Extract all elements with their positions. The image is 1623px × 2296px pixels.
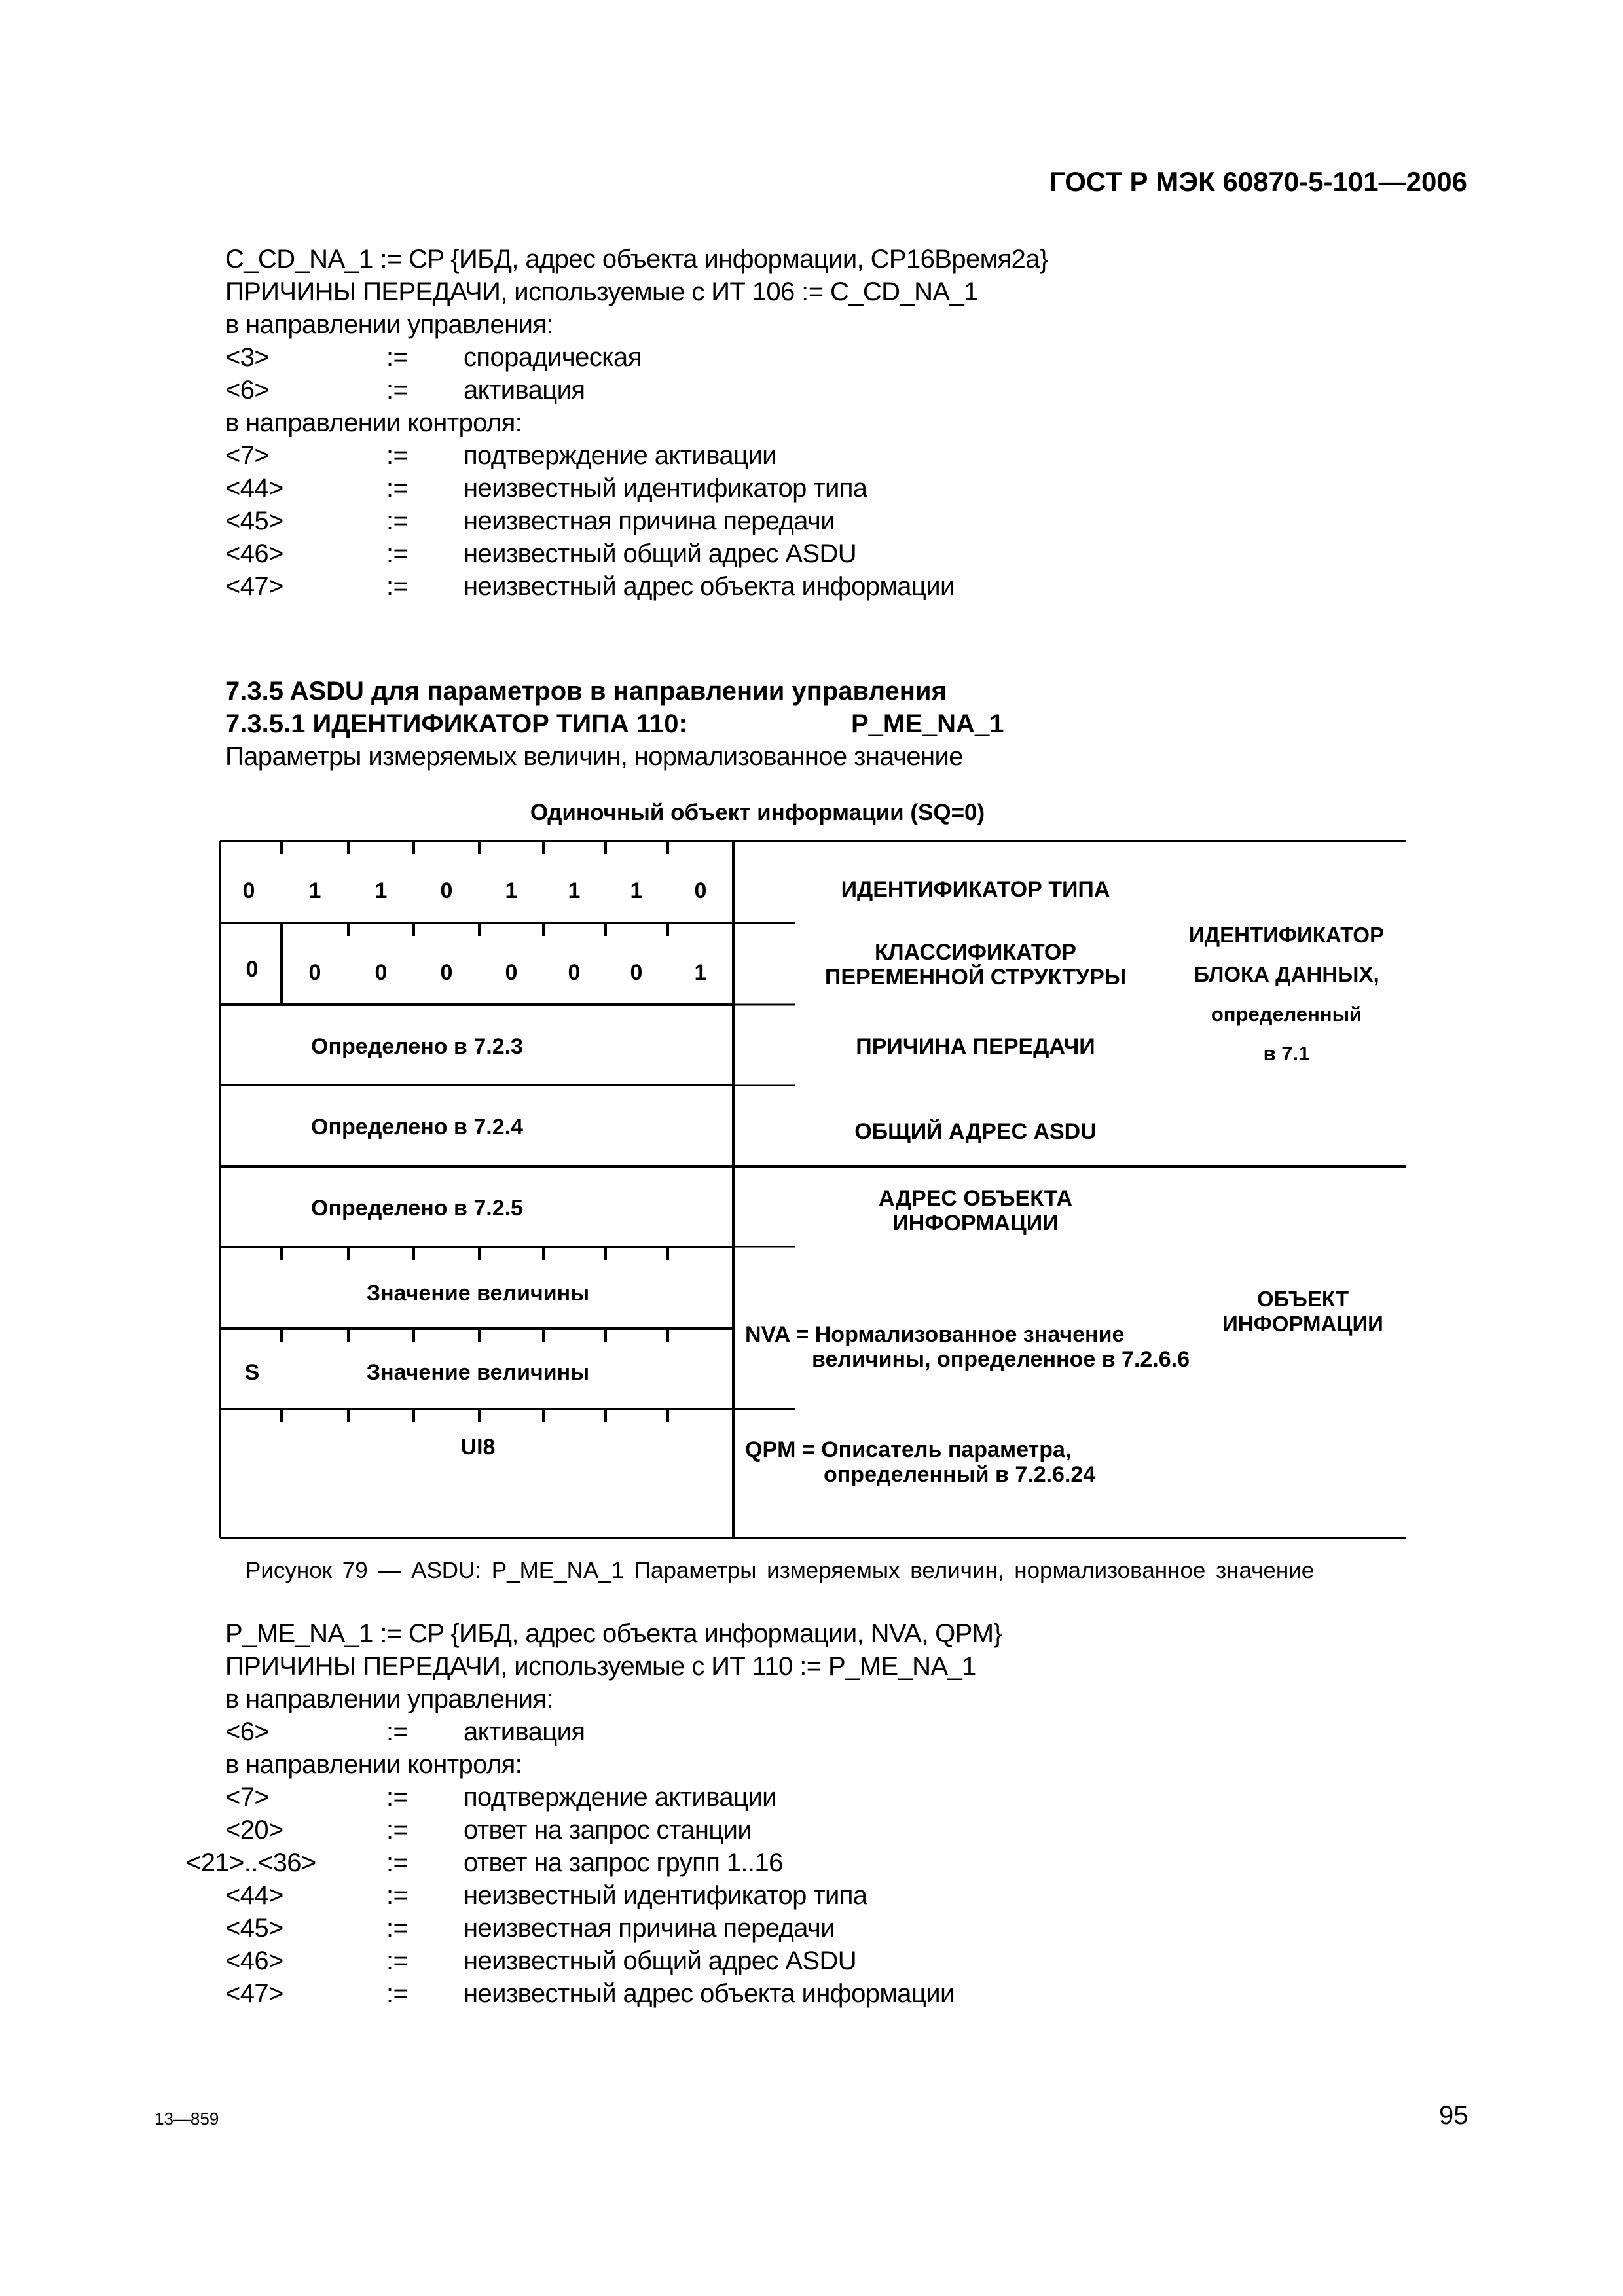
cot-operator: := (386, 572, 409, 601)
cot-code: <46> (225, 539, 283, 568)
cot-text: активация (464, 1717, 585, 1746)
cause-of-transmission-line: ПРИЧИНЫ ПЕРЕДАЧИ, используемые с ИТ 110 := P_ME_NA_1 (225, 1652, 976, 1681)
value-field-text: Значение величины (366, 1360, 590, 1385)
qpm-label: QPM = Описатель параметра, (745, 1437, 1072, 1462)
page-number: 95 (1439, 2101, 1468, 2130)
data-unit-identifier-label: ИДЕНТИФИКАТОР (1188, 923, 1385, 947)
cot-operator: := (386, 1816, 409, 1844)
cot-code: <6> (225, 1717, 270, 1746)
cot-code: <20> (225, 1816, 283, 1844)
cot-text: ответ на запрос станции (464, 1816, 752, 1844)
cot-text: неизвестный общий адрес ASDU (464, 539, 857, 568)
cot-text: неизвестный общий адрес ASDU (464, 1946, 857, 1975)
direction-monitor-label: в направлении контроля: (225, 408, 522, 437)
cot-text: неизвестная причина передачи (464, 1914, 835, 1943)
cot-code: <46> (225, 1946, 283, 1975)
cot-operator: := (386, 1848, 409, 1877)
cot-code: <7> (225, 441, 270, 470)
vsq-label: ПЕРЕМЕННОЙ СТРУКТУРЫ (824, 965, 1127, 990)
sign-bit-text: S (244, 1360, 260, 1385)
bit-value: 0 (505, 960, 518, 985)
cot-text: активация (464, 376, 585, 404)
bit-value: 0 (246, 957, 259, 982)
cot-operator: := (386, 1946, 409, 1975)
cot-text: неизвестный идентификатор типа (464, 1881, 867, 1910)
cot-code: <47> (225, 572, 283, 601)
ioa-field-text: Определено в 7.2.5 (311, 1196, 523, 1221)
cot-text: неизвестный адрес объекта информации (464, 1979, 955, 2008)
cot-code: <44> (225, 1881, 283, 1910)
document-standard-header: ГОСТ Р МЭК 60870-5-101—2006 (1049, 166, 1468, 197)
cot-code: <3> (225, 343, 270, 372)
information-object-label: ОБЪЕКТ (1257, 1287, 1349, 1311)
bit-value: 0 (630, 960, 643, 985)
bit-value: 1 (374, 878, 388, 903)
cot-text: подтверждение активации (464, 1783, 776, 1812)
ioa-label: АДРЕС ОБЪЕКТА (878, 1186, 1073, 1211)
bit-value: 0 (308, 960, 321, 985)
cot-text: неизвестный идентификатор типа (464, 474, 867, 503)
vsq-label: КЛАССИФИКАТОР (875, 940, 1076, 965)
cot-text: ответ на запрос групп 1..16 (464, 1848, 783, 1877)
bit-value: 0 (568, 960, 581, 985)
figure-title: Одиночный объект информации (SQ=0) (530, 800, 985, 825)
type-definition-line: C_CD_NA_1 := CP {ИБД, адрес объекта информации, CP16Время2а} (225, 245, 1048, 274)
cot-operator: := (386, 507, 409, 535)
cot-code: <21>..<36> (186, 1848, 316, 1877)
information-object-label: ИНФОРМАЦИИ (1222, 1312, 1383, 1336)
cot-text: спорадическая (464, 343, 642, 372)
qpm-label: определенный в 7.2.6.24 (824, 1462, 1096, 1487)
cot-text: неизвестный адрес объекта информации (464, 572, 955, 601)
cot-field-text: Определено в 7.2.3 (311, 1034, 523, 1059)
common-address-label: ОБЩИЙ АДРЕС ASDU (854, 1119, 1097, 1144)
cot-code: <47> (225, 1979, 283, 2008)
direction-control-label: в направлении управления: (225, 1685, 553, 1713)
bit-value: 1 (505, 878, 518, 903)
cause-of-transmission-line: ПРИЧИНЫ ПЕРЕДАЧИ, используемые с ИТ 106 := C_CD_NA_1 (225, 278, 978, 306)
cot-operator: := (386, 441, 409, 470)
figure-caption: Рисунок 79 — ASDU: P_ME_NA_1 Параметры измеряемых величин, нормализованное значение (246, 1558, 1315, 1583)
type-id-label: ИДЕНТИФИКАТОР ТИПА (841, 877, 1110, 902)
section-description: Параметры измеряемых величин, нормализованное значение (225, 742, 963, 771)
data-unit-identifier-label: определенный (1211, 1003, 1362, 1026)
cot-operator: := (386, 1914, 409, 1943)
bit-value: 1 (568, 878, 581, 903)
direction-monitor-label: в направлении контроля: (225, 1750, 522, 1779)
subsection-heading: 7.3.5.1 ИДЕНТИФИКАТОР ТИПА 110: (225, 709, 687, 738)
cot-code: <6> (225, 376, 270, 404)
data-unit-identifier-label: в 7.1 (1263, 1042, 1310, 1065)
cot-operator: := (386, 376, 409, 404)
cot-code: <7> (225, 1783, 270, 1812)
bit-value: 0 (440, 878, 453, 903)
cot-text: неизвестная причина передачи (464, 507, 835, 535)
nva-label: NVA = Нормализованное значение (745, 1322, 1125, 1347)
cot-code: <44> (225, 474, 283, 503)
common-address-field-text: Определено в 7.2.4 (311, 1115, 523, 1139)
bit-value: 1 (694, 960, 707, 985)
cot-operator: := (386, 1783, 409, 1812)
type-definition-line: P_ME_NA_1 := CP {ИБД, адрес объекта информации, NVA, QPM} (225, 1619, 1002, 1648)
bit-value: 1 (630, 878, 643, 903)
data-unit-identifier-label: БЛОКА ДАННЫХ, (1194, 962, 1379, 986)
cot-code: <45> (225, 1914, 283, 1943)
value-field-text: Значение величины (366, 1281, 590, 1306)
cot-code: <45> (225, 507, 283, 535)
cot-operator: := (386, 1717, 409, 1746)
cot-operator: := (386, 539, 409, 568)
bit-value: 1 (308, 878, 321, 903)
cot-text: подтверждение активации (464, 441, 776, 470)
footer-code: 13—859 (155, 2109, 219, 2128)
bit-value: 0 (374, 960, 388, 985)
ioa-label: ИНФОРМАЦИИ (892, 1211, 1059, 1236)
cot-operator: := (386, 1881, 409, 1910)
qpm-field-text: UI8 (460, 1435, 496, 1460)
direction-control-label: в направлении управления: (225, 310, 553, 339)
bit-value: 0 (694, 878, 707, 903)
cot-operator: := (386, 1979, 409, 2008)
subsection-type-code: P_ME_NA_1 (851, 709, 1004, 738)
bit-value: 0 (440, 960, 453, 985)
section-heading: 7.3.5 ASDU для параметров в направлении управления (225, 677, 947, 706)
cot-operator: := (386, 343, 409, 372)
nva-label: величины, определенное в 7.2.6.6 (812, 1347, 1190, 1372)
cot-label: ПРИЧИНА ПЕРЕДАЧИ (856, 1034, 1095, 1059)
bit-value: 0 (242, 878, 255, 903)
cot-operator: := (386, 474, 409, 503)
